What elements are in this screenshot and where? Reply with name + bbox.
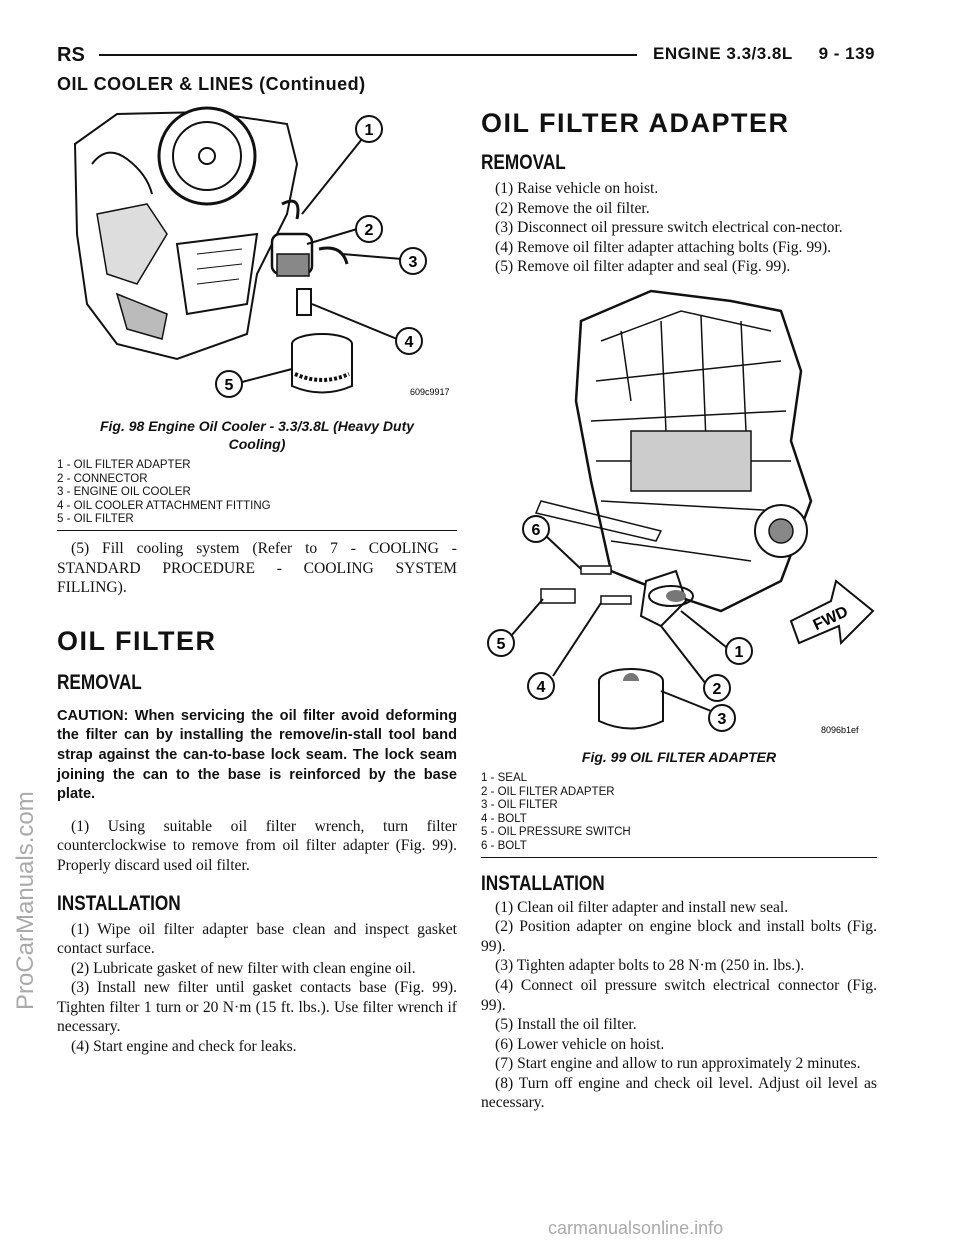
oil-filter-removal-title: REMOVAL — [57, 670, 142, 694]
fig98-callout-2 — [356, 216, 382, 242]
cooling-fill-step: (5) Fill cooling system (Refer to 7 - COOLING - STANDARD PROCEDURE - COOLING SYSTEM FILLING). — [57, 539, 457, 597]
install-step: (3) Tighten adapter bolts to 28 N·m (250 in. lbs.). — [495, 957, 805, 975]
adapter-install-steps — [481, 898, 877, 1114]
adapter-removal-title: REMOVAL — [481, 151, 566, 174]
svg-text:5: 5 — [224, 377, 234, 394]
fig99-callout-1 — [726, 638, 752, 664]
right-column — [481, 104, 877, 1113]
fig98-rule — [57, 530, 457, 531]
removal-step: (3) Disconnect oil pressure switch electrical con-nector. — [495, 219, 843, 237]
install-step: (2) Lubricate gasket of new filter with clean engine oil. — [71, 959, 416, 977]
fig99-rule — [481, 857, 877, 858]
removal-step: (1) Raise vehicle on hoist. — [495, 180, 659, 197]
oil-filter-install-steps — [57, 920, 457, 1057]
install-step: (2) Position adapter on engine block and install bolts (Fig. 99). — [481, 918, 877, 955]
install-step: (4) Connect oil pressure switch electrical connector (Fig. 99). — [481, 976, 877, 1014]
install-step: (3) Install new filter until gasket contacts base (Fig. 99). Tighten filter 1 turn or 20 N·m (15 ft. lbs.). Use filter wrench if necessary. — [57, 979, 457, 1036]
continued-title: OIL COOLER & LINES (Continued) — [57, 74, 366, 94]
svg-text:1: 1 — [364, 122, 374, 139]
oil-filter-title: OIL FILTER — [57, 625, 217, 656]
removal-step: (5) Remove oil filter adapter and seal (Fig. 99). — [495, 258, 791, 276]
fig98-caption: Fig. 98 Engine Oil Cooler - 3.3/3.8L (Heavy Duty Cooling) — [99, 418, 415, 452]
install-step: (8) Turn off engine and check oil level. Adjust oil level as necessary. — [481, 1074, 877, 1112]
svg-text:2: 2 — [712, 680, 722, 698]
legend-item: 2 - CONNECTOR — [57, 472, 148, 485]
adapter-installation-title: INSTALLATION — [481, 871, 605, 895]
legend-item: 3 - OIL FILTER — [481, 799, 558, 812]
legend-item: 1 - OIL FILTER ADAPTER — [57, 459, 191, 471]
fig98-callout-5 — [216, 371, 242, 397]
header-section-code: RS — [57, 44, 85, 66]
legend-item: 3 - ENGINE OIL COOLER — [57, 486, 191, 499]
oil-filter-installation-title: INSTALLATION — [57, 891, 181, 915]
fig99-callout-5 — [488, 630, 514, 656]
install-step: (1) Clean oil filter adapter and install new seal. — [495, 898, 789, 916]
fig99-oil-filter-adapter-illustration — [481, 281, 877, 741]
side-watermark: ProCarManuals.com — [12, 791, 39, 1010]
fig99-code: 8096b1ef — [821, 724, 859, 735]
svg-text:4: 4 — [536, 678, 546, 696]
svg-text:FWD: FWD — [810, 603, 851, 635]
legend-item: 4 - BOLT — [481, 812, 527, 825]
fig98-legend — [57, 459, 457, 527]
install-step: (5) Install the oil filter. — [495, 1016, 637, 1034]
fwd-arrow-icon — [791, 581, 873, 643]
svg-text:3: 3 — [717, 710, 727, 728]
fig99-legend — [481, 772, 877, 854]
svg-text:1: 1 — [734, 643, 744, 661]
svg-text:4: 4 — [404, 334, 414, 351]
oil-filter-adapter-title: OIL FILTER ADAPTER — [481, 108, 790, 138]
fig99-callout-6 — [523, 516, 549, 542]
svg-text:3: 3 — [408, 254, 418, 271]
header-rule — [99, 54, 637, 56]
svg-text:6: 6 — [531, 521, 541, 539]
install-step: (1) Wipe oil filter adapter base clean and inspect gasket contact surface. — [57, 920, 457, 958]
svg-text:5: 5 — [496, 635, 506, 653]
legend-item: 5 - OIL PRESSURE SWITCH — [481, 826, 631, 839]
header-page-ref: ENGINE 3.3/3.8L 9 - 139 — [652, 44, 875, 63]
page-header — [57, 40, 875, 70]
install-step: (4) Start engine and check for leaks. — [71, 1038, 297, 1056]
fig99-callout-4 — [528, 673, 554, 699]
fig98-callout-3 — [400, 248, 426, 274]
fig98-code: 609c9917 — [410, 387, 450, 397]
fig99-callout-2 — [704, 675, 730, 701]
fig98-callout-1 — [356, 116, 382, 142]
legend-item: 1 - SEAL — [481, 771, 528, 784]
footer-watermark: carmanualsonline.info — [548, 1218, 724, 1238]
removal-step: (2) Remove the oil filter. — [495, 199, 650, 217]
oil-filter-removal-step: (1) Using suitable oil filter wrench, turn filter counterclockwise to remove from oil filter adapter (Fig. 99). Properly discard used oil filter. — [57, 817, 457, 874]
svg-text:2: 2 — [364, 222, 374, 239]
adapter-removal-steps — [481, 179, 877, 277]
fig98-callout-4 — [396, 328, 422, 354]
legend-item: 6 - BOLT — [481, 839, 527, 852]
install-step: (6) Lower vehicle on hoist. — [495, 1035, 665, 1053]
removal-step: (4) Remove oil filter adapter attaching bolts (Fig. 99). — [495, 238, 832, 256]
legend-item: 2 - OIL FILTER ADAPTER — [481, 785, 615, 798]
install-step: (7) Start engine and allow to run approximately 2 minutes. — [495, 1055, 861, 1073]
fig98-engine-oil-cooler-illustration — [57, 104, 457, 404]
left-column — [57, 104, 457, 1057]
legend-item: 5 - OIL FILTER — [57, 513, 134, 526]
fig99-caption: Fig. 99 OIL FILTER ADAPTER — [581, 748, 777, 765]
caution-note: CAUTION: When servicing the oil filter avoid deforming the filter can by installing the remove/in-stall tool band strap against the can-to-base lock seam. The lock seam joining the can to the base is reinforced by the base plate. — [57, 707, 457, 803]
legend-item: 4 - OIL COOLER ATTACHMENT FITTING — [57, 499, 271, 512]
fig99-callout-3 — [709, 705, 735, 731]
